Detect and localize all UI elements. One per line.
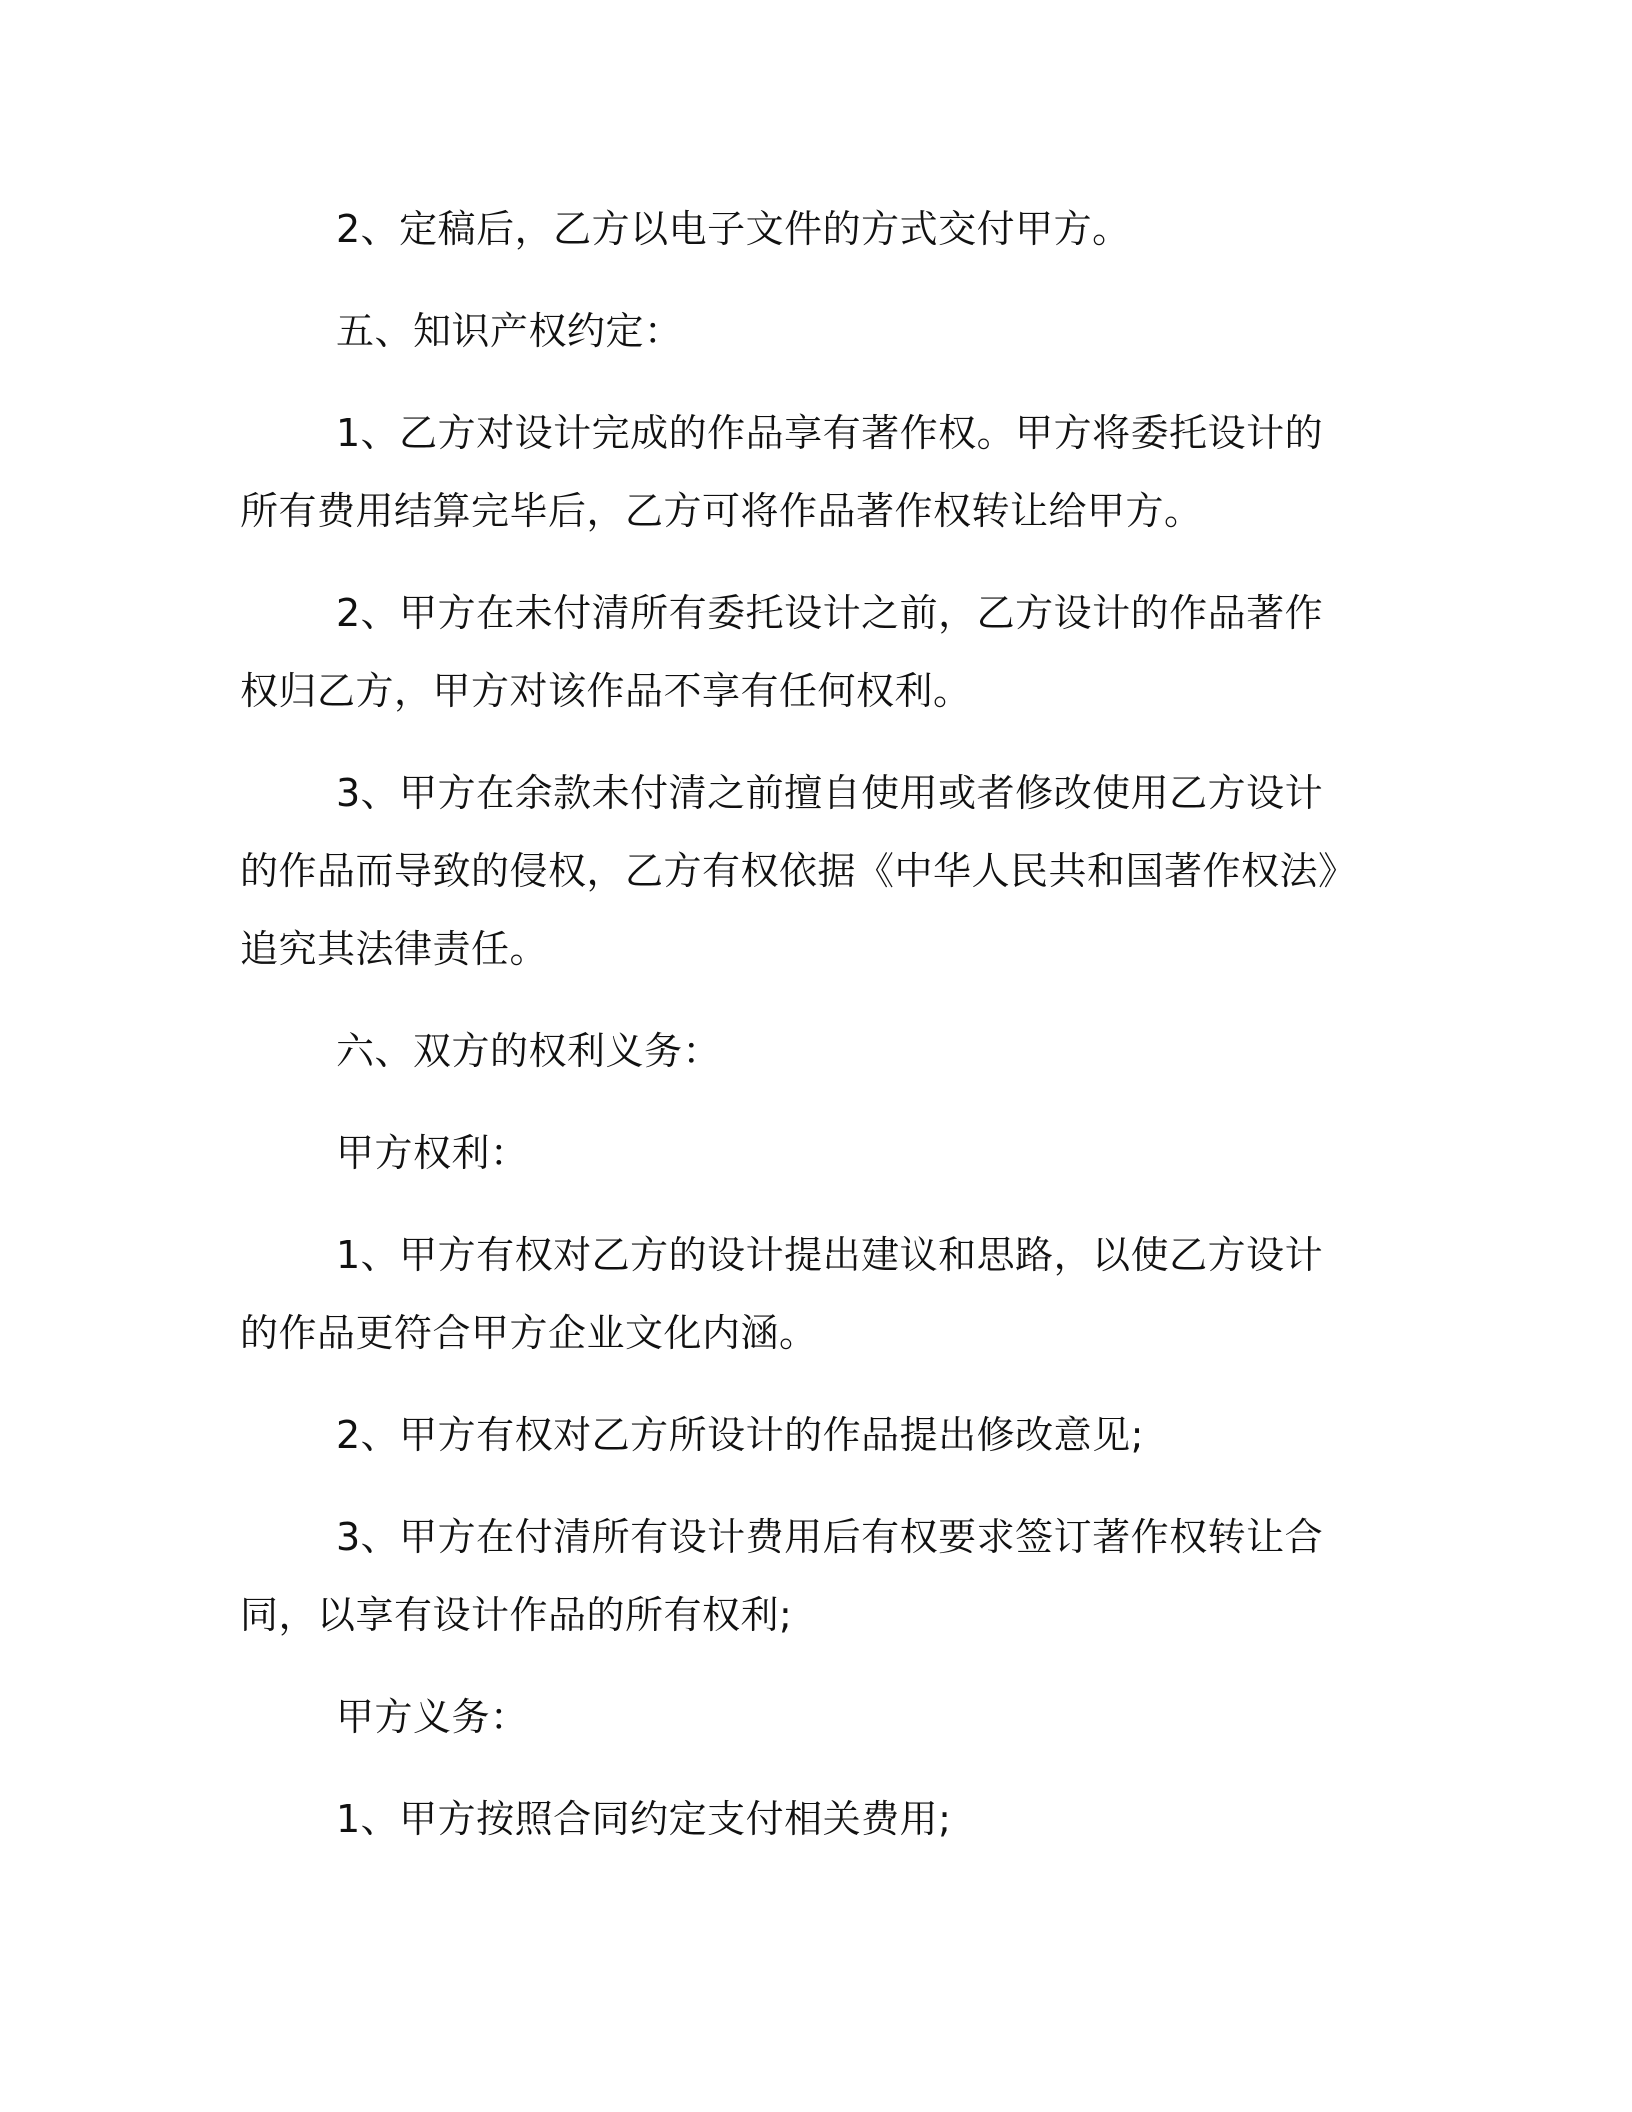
paragraph-right-3: 3、甲方在付清所有设计费用后有权要求签订著作权转让合同，以享有设计作品的所有权利; [240,1515,1324,1637]
paragraph-right-1: 1、甲方有权对乙方的设计提出建议和思路，以使乙方设计的作品更符合甲方企业文化内涵。 [240,1233,1324,1355]
paragraph-delivery: 2、定稿后，乙方以电子文件的方式交付甲方。 [336,207,1131,251]
paragraph-ip-1: 1、乙方对设计完成的作品享有著作权。甲方将委托设计的所有费用结算完毕后，乙方可将作品著作权转让给甲方。 [240,411,1324,533]
paragraph-right-2: 2、甲方有权对乙方所设计的作品提出修改意见; [336,1413,1144,1457]
paragraph-ip-3: 3、甲方在余款未付清之前擅自使用或者修改使用乙方设计的作品而导致的侵权，乙方有权依据《中华人民共和国著作权法》追究其法律责任。 [240,771,1357,971]
heading-ip-agreement: 五、知识产权约定： [336,309,683,353]
document-page [240,190,1360,1858]
heading-party-a-obligations: 甲方义务： [336,1695,529,1739]
heading-rights-obligations: 六、双方的权利义务： [336,1029,722,1073]
paragraph-ip-2: 2、甲方在未付清所有委托设计之前，乙方设计的作品著作权归乙方，甲方对该作品不享有任何权利。 [240,591,1324,713]
heading-party-a-rights: 甲方权利： [336,1131,529,1175]
paragraph-obligation-1: 1、甲方按照合同约定支付相关费用; [336,1797,952,1841]
